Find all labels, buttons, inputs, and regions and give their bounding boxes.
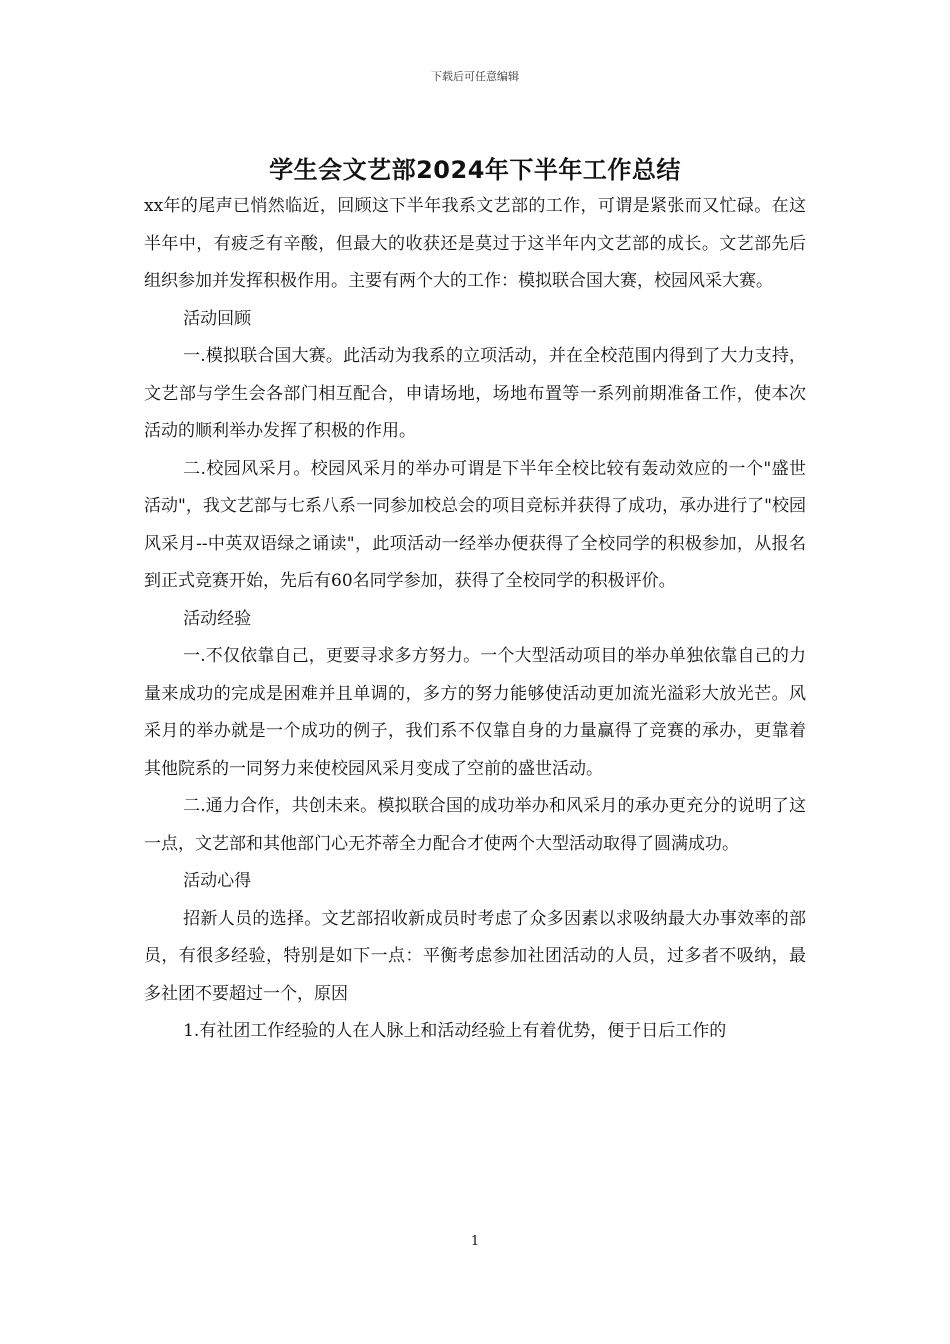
- section-heading-experience: 活动经验: [183, 608, 252, 629]
- paragraph-review-1: 一.模拟联合国大赛。此活动为我系的立项活动，并在全校范围内得到了大力支持，文艺部与学生会各部门相互配合，申请场地，场地布置等一系列前期准备工作，使本次活动的顺利举办发挥了积极的作用。: [144, 346, 806, 441]
- document-body: [144, 196, 806, 1051]
- paragraph-experience-1: 一.不仅依靠自己，更要寻求多方努力。一个大型活动项目的举办单独依靠自己的力量来成功的完成是困难并且单调的，多方的努力能够使活动更加流光溢彩大放光芒。风采月的举办就是一个成功的例子，我们系不仅靠自身的力量赢得了竞赛的承办，更靠着其他院系的一同努力来使校园风采月变成了空前的盛世活动。: [144, 646, 806, 779]
- document-title: 学生会文艺部2024年下半年工作总结: [269, 156, 681, 184]
- paragraph-insights-2: 1.有社团工作经验的人在人脉上和活动经验上有着优势，便于日后工作的: [183, 1021, 727, 1041]
- paragraph-experience-2: 二.通力合作，共创未来。模拟联合国的成功举办和风采月的承办更充分的说明了这一点，文艺部和其他部门心无芥蒂全力配合才使两个大型活动取得了圆满成功。: [144, 796, 806, 854]
- paragraph-review-2: 二.校园风采月。校园风采月的举办可谓是下半年全校比较有轰动效应的一个"盛世活动"，我文艺部与七系八系一同参加校总会的项目竞标并获得了成功，承办进行了"校园风采月--中英双语绿之诵读"，此项活动一经举办便获得了全校同学的积极参加，从报名到正式竞赛开始，先后有60名同学参加，获得了全校同学的积极评价。: [144, 458, 806, 591]
- paragraph-insights-1: 招新人员的选择。文艺部招收新成员时考虑了众多因素以求吸纳最大办事效率的部员，有很多经验，特别是如下一点：平衡考虑参加社团活动的人员，过多者不吸纳，最多社团不要超过一个，原因: [144, 908, 806, 1004]
- section-heading-review: 活动回顾: [183, 308, 252, 329]
- paragraph-intro: xx年的尾声已悄然临近，回顾这下半年我系文艺部的工作，可谓是紧张而又忙碌。在这半年中，有疲乏有辛酸，但最大的收获还是莫过于这半年内文艺部的成长。文艺部先后组织参加并发挥积极作用。主要有两个大的工作：模拟联合国大赛，校园风采大赛。: [144, 196, 806, 291]
- header-note: 下载后可任意编辑: [431, 70, 519, 83]
- section-heading-insights: 活动心得: [183, 871, 252, 891]
- page-number: 1: [470, 1234, 480, 1249]
